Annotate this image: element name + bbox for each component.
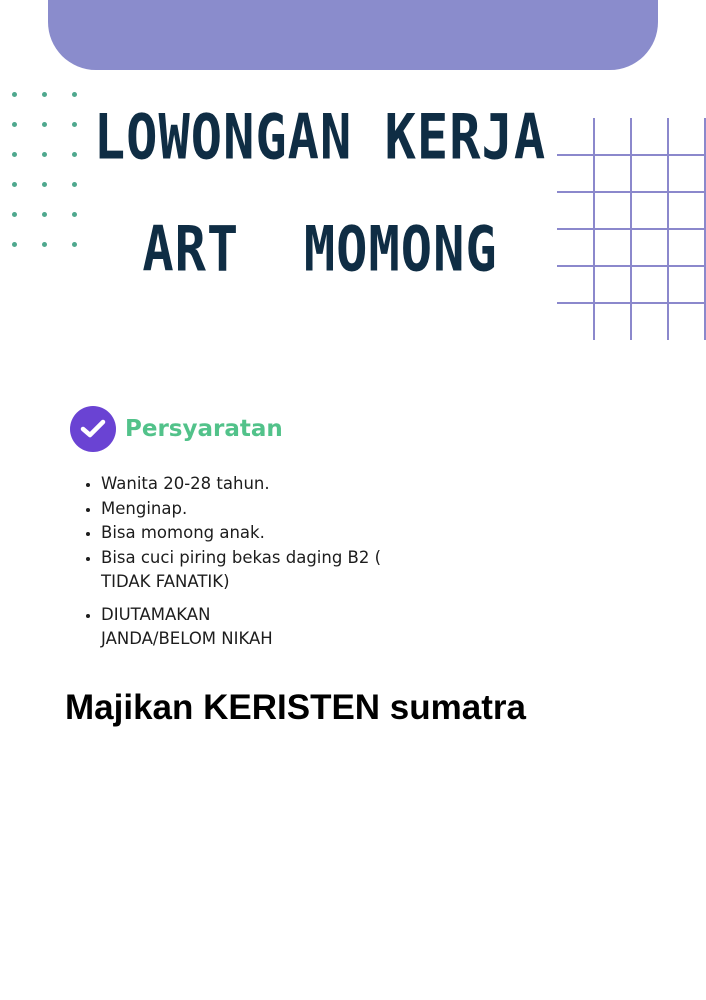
requirements-title: Persyaratan (125, 416, 283, 442)
requirements-header (70, 406, 283, 452)
top-banner (48, 0, 658, 70)
list-item: • Menginap. (101, 497, 401, 522)
dot (72, 92, 77, 97)
headline-line-2: ART MOMONG (142, 214, 498, 286)
headline-line-1: LOWONGAN KERJA (93, 102, 547, 174)
list-item: • Bisa cuci piring bekas daging B2 ( TIDAK FANATIK) (101, 546, 401, 595)
check-icon (70, 406, 116, 452)
dot (12, 92, 17, 97)
list-item: • Bisa momong anak. (101, 521, 401, 546)
requirements-list (85, 472, 401, 652)
list-item: • Wanita 20-28 tahun. (101, 472, 401, 497)
grid-line-horizontal (557, 302, 706, 304)
dot (12, 182, 17, 187)
dot (42, 92, 47, 97)
grid-line-horizontal (557, 191, 706, 193)
employer-note: Majikan KERISTEN sumatra (65, 688, 526, 727)
preferred-value: JANDA/BELOM NIKAH (101, 629, 273, 648)
list-item-empty (101, 603, 401, 652)
preferred-label: • DIUTAMAKAN (101, 604, 211, 624)
dot (72, 182, 77, 187)
dot (42, 182, 47, 187)
